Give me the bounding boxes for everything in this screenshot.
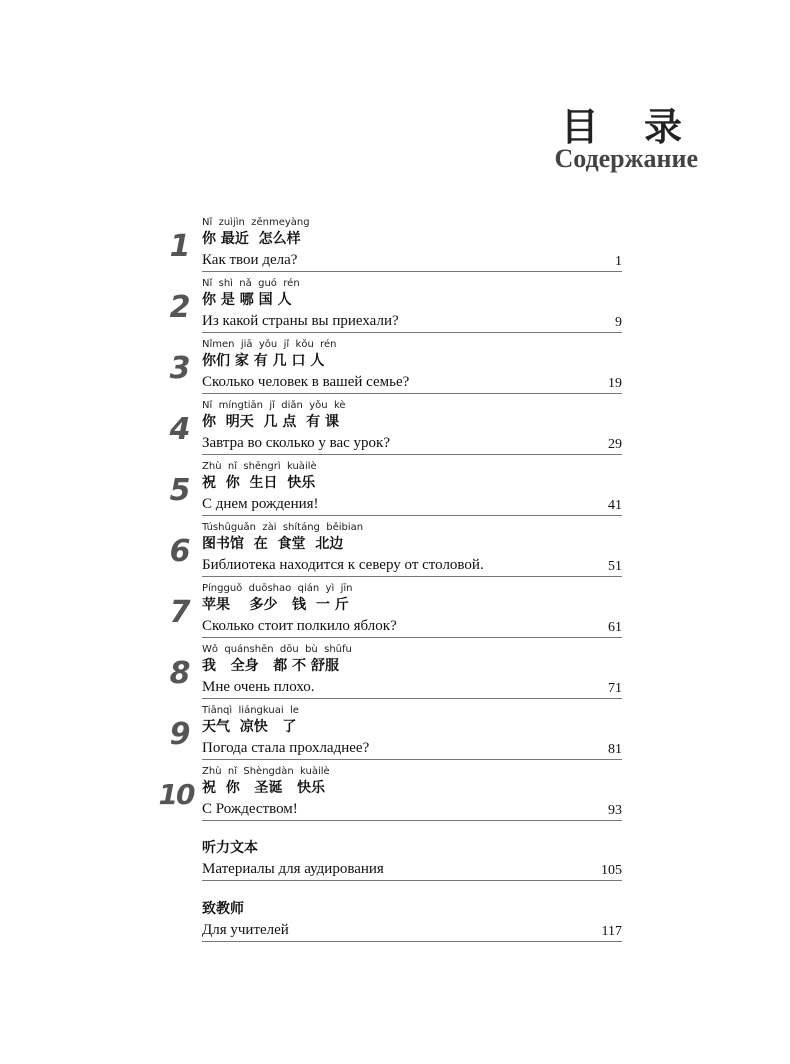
toc-entry-lesson-4[interactable] — [160, 399, 622, 460]
toc-entry-lesson-6[interactable] — [160, 521, 622, 582]
page-number: 93 — [608, 803, 622, 818]
toc-entry-lesson-10[interactable] — [160, 765, 622, 826]
lesson-pinyin: Zhù nǐ shēngrì kuàilè — [202, 461, 317, 472]
page-number: 105 — [601, 863, 622, 878]
lesson-pinyin: Píngguǒ duōshao qián yì jīn — [202, 583, 353, 594]
lesson-russian-title: Мне очень плохо. — [202, 679, 315, 695]
lesson-russian-title: Сколько человек в вашей семье? — [202, 374, 410, 390]
lesson-number: 2 — [169, 290, 191, 325]
toc-entry-lesson-7[interactable] — [160, 582, 622, 643]
page-number: 61 — [608, 620, 622, 635]
page-title-russian: Содержание — [554, 144, 698, 173]
lesson-pinyin: Zhù nǐ Shèngdàn kuàilè — [202, 766, 330, 777]
lesson-russian-title: Из какой страны вы приехали? — [202, 313, 399, 329]
lesson-hanzi: 你 是 哪 国 人 — [202, 292, 292, 308]
lesson-number: 1 — [169, 229, 191, 264]
lesson-russian-title: С Рождеством! — [202, 801, 298, 817]
lesson-hanzi: 图书馆 在 食堂 北边 — [202, 536, 344, 552]
lesson-number: 4 — [169, 412, 191, 447]
page-number: 9 — [615, 315, 622, 330]
lesson-pinyin: Nǐ zuìjìn zěnmeyàng — [202, 217, 310, 228]
lesson-hanzi: 苹果 多少 钱 一 斤 — [202, 597, 349, 613]
lesson-pinyin: Nǐ míngtiān jǐ diǎn yǒu kè — [202, 400, 346, 411]
lesson-number: 6 — [169, 534, 191, 569]
section-hanzi: 听力文本 — [202, 840, 258, 856]
lesson-hanzi: 你们 家 有 几 口 人 — [202, 353, 325, 369]
toc-entry-for-teachers[interactable] — [160, 887, 622, 948]
table-of-contents — [160, 216, 622, 948]
page-number: 41 — [608, 498, 622, 513]
page-title-chinese: 目 录 — [560, 105, 698, 149]
page-number: 71 — [608, 681, 622, 696]
toc-entry-lesson-5[interactable] — [160, 460, 622, 521]
lesson-pinyin: Túshūguǎn zài shítáng běibian — [202, 522, 364, 533]
toc-entry-lesson-2[interactable] — [160, 277, 622, 338]
lesson-pinyin: Wǒ quánshēn dōu bù shūfu — [202, 644, 352, 655]
lesson-hanzi: 祝 你 圣诞 快乐 — [202, 780, 325, 796]
lesson-russian-title: Погода стала прохладнее? — [202, 740, 370, 756]
section-russian-title: Материалы для аудирования — [202, 861, 384, 877]
toc-entry-lesson-8[interactable] — [160, 643, 622, 704]
page-number: 81 — [608, 742, 622, 757]
lesson-number: 9 — [169, 717, 191, 752]
lesson-russian-title: Библиотека находится к северу от столовой. — [202, 557, 484, 573]
toc-entry-listening-texts[interactable] — [160, 826, 622, 887]
lesson-pinyin: Tiānqì liángkuai le — [202, 705, 299, 716]
section-russian-title: Для учителей — [202, 922, 289, 938]
lesson-pinyin: Nǐmen jiā yǒu jǐ kǒu rén — [202, 339, 337, 350]
lesson-number: 7 — [169, 595, 191, 630]
lesson-russian-title: С днем рождения! — [202, 496, 319, 512]
page-number: 19 — [608, 376, 622, 391]
lesson-number: 10 — [158, 778, 194, 811]
page-number: 51 — [608, 559, 622, 574]
lesson-russian-title: Как твои дела? — [202, 252, 298, 268]
lesson-russian-title: Завтра во сколько у вас урок? — [202, 435, 390, 451]
lesson-hanzi: 天气 凉快 了 — [202, 719, 297, 735]
lesson-pinyin: Nǐ shì nǎ guó rén — [202, 278, 300, 289]
page-number: 29 — [608, 437, 622, 452]
page-number: 1 — [615, 254, 622, 269]
lesson-hanzi: 祝 你 生日 快乐 — [202, 475, 316, 491]
lesson-hanzi: 你 最近 怎么样 — [202, 231, 301, 247]
lesson-number: 3 — [169, 351, 191, 386]
lesson-hanzi: 我 全身 都 不 舒服 — [202, 658, 339, 674]
page-number: 117 — [601, 924, 622, 939]
lesson-number: 8 — [169, 656, 191, 691]
toc-entry-lesson-3[interactable] — [160, 338, 622, 399]
toc-entry-lesson-1[interactable] — [160, 216, 622, 277]
lesson-russian-title: Сколько стоит полкило яблок? — [202, 618, 397, 634]
section-hanzi: 致教师 — [202, 901, 244, 917]
lesson-hanzi: 你 明天 几 点 有 课 — [202, 414, 339, 430]
lesson-number: 5 — [169, 473, 191, 508]
toc-entry-lesson-9[interactable] — [160, 704, 622, 765]
